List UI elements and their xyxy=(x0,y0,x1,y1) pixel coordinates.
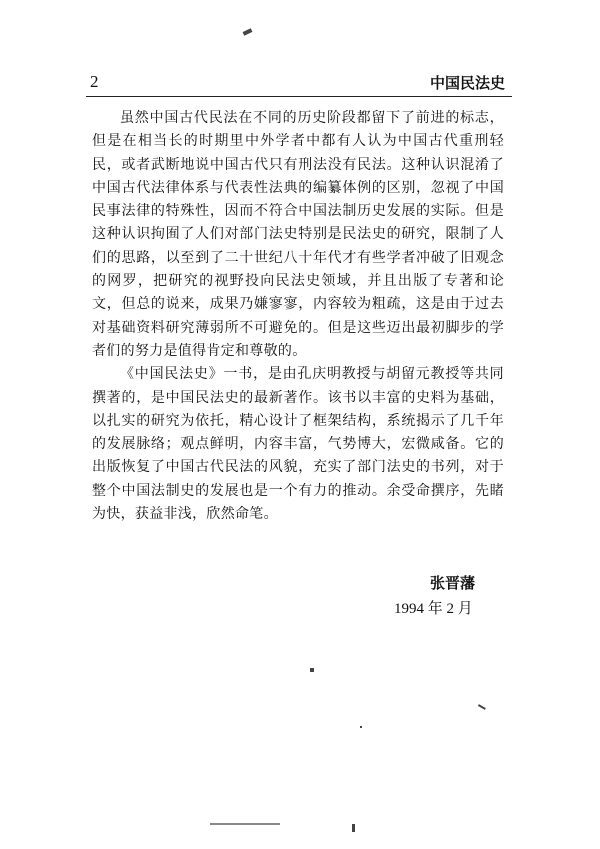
paragraph: 《中国民法史》一书，是由孔庆明教授与胡留元教授等共同撰著的，是中国民法史的最新著作。该书以丰富的史料为基础，以扎实的研究为依托，精心设计了框架结构，系统揭示了几千年的发展脉络；观点鲜明，内容丰富，气势博大，宏微咸备。它的出版恢复了中国古代民法的风貌，充实了部门法史的书列，对于整个中国法制史的发展也是一个有力的推动。余受命撰序，先睹为快，获益非浅，欣然命笔。 xyxy=(92,366,504,523)
scan-speck xyxy=(243,28,253,35)
scan-speck xyxy=(360,726,362,728)
scan-speck xyxy=(210,823,280,825)
scan-speck xyxy=(478,704,486,709)
running-title: 中国民法史 xyxy=(429,74,505,92)
scan-speck xyxy=(310,668,314,672)
scan-speck xyxy=(352,824,355,832)
paragraph: 虽然中国古代民法在不同的历史阶段都留下了前进的标志，但是在相当长的时期里中外学者中都有人认为中国古代重刑轻民，或者武断地说中国古代只有刑法没有民法。这种认识混淆了中国古代法律体系与代表性法典的编纂体例的区别，忽视了中国民事法律的特殊性，因而不符合中国法制历史发展的实际。但是这种认识拘囿了人们对部门法史特别是民法史的研究，限制了人们的思路，以至到了二十世纪八十年代才有些学者冲破了旧观念的网罗，把研究的视野投向民法史领域，并且出版了专著和论文，但总的说来，成果乃嫌寥寥，内容较为粗疏，这是由于过去对基础资料研究薄弱所不可避免的。但是这些迈出最初脚步的学者们的努力是值得肯定和尊敬的。 xyxy=(92,110,504,359)
body-text xyxy=(92,107,504,526)
page-number: 2 xyxy=(90,72,99,91)
signature-date: 1994 年 2 月 xyxy=(394,601,473,617)
author-signature: 张晋藩 xyxy=(430,574,476,592)
header-rule xyxy=(86,96,512,97)
